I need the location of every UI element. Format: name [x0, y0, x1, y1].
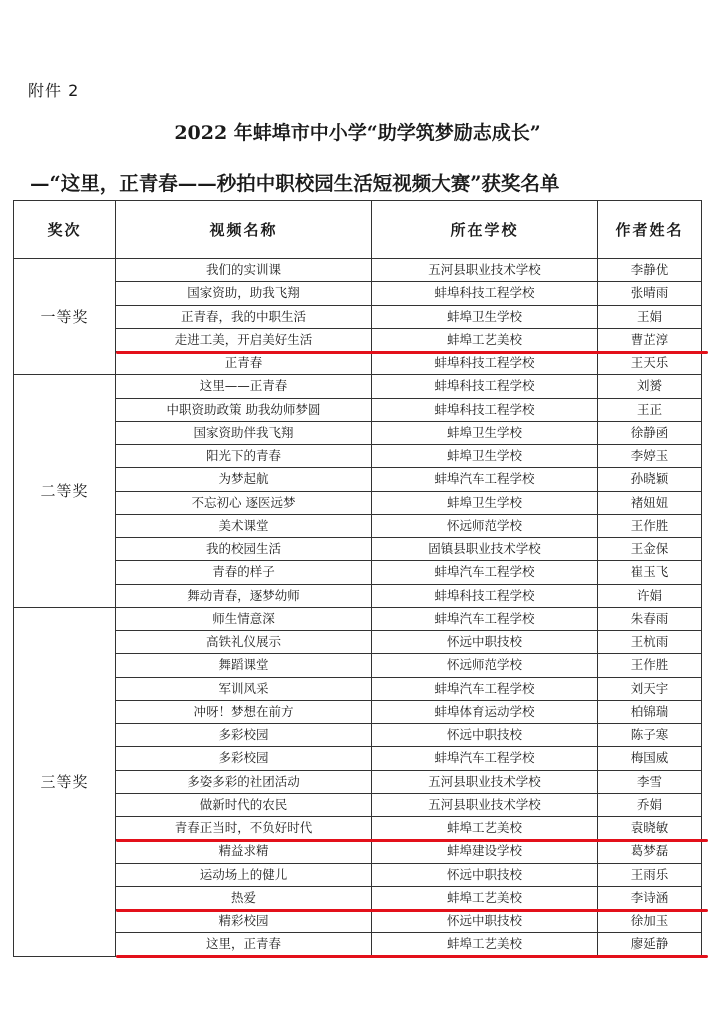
- video-name-cell: 青春的样子: [116, 561, 372, 584]
- header-award: 奖次: [14, 201, 116, 259]
- table-row: [14, 770, 702, 793]
- table-row: [14, 840, 702, 863]
- school-cell: 蚌埠卫生学校: [372, 305, 598, 328]
- video-name-cell: 做新时代的农民: [116, 793, 372, 816]
- table-row: [14, 468, 702, 491]
- author-cell: 王杭雨: [598, 631, 702, 654]
- table-row: [14, 654, 702, 677]
- author-cell: 葛梦磊: [598, 840, 702, 863]
- table-row: [14, 747, 702, 770]
- table-row: [14, 677, 702, 700]
- school-cell: 蚌埠工艺美校: [372, 886, 598, 909]
- video-name-cell: 这里，正青春: [116, 933, 372, 956]
- table-row: [14, 631, 702, 654]
- author-cell: 王金保: [598, 538, 702, 561]
- table-row: [14, 491, 702, 514]
- author-cell: 王作胜: [598, 654, 702, 677]
- header-row: [14, 201, 702, 259]
- author-cell: 褚妞妞: [598, 491, 702, 514]
- video-name-cell: 多彩校园: [116, 724, 372, 747]
- video-name-cell: 阳光下的青春: [116, 445, 372, 468]
- table-row: [14, 561, 702, 584]
- author-cell: 李诗涵: [598, 886, 702, 909]
- school-cell: 蚌埠汽车工程学校: [372, 607, 598, 630]
- school-cell: 怀远师范学校: [372, 654, 598, 677]
- table-row: [14, 700, 702, 723]
- video-name-cell: 高铁礼仪展示: [116, 631, 372, 654]
- school-cell: 固镇县职业技术学校: [372, 538, 598, 561]
- author-cell: 崔玉飞: [598, 561, 702, 584]
- school-cell: 蚌埠汽车工程学校: [372, 561, 598, 584]
- video-name-cell: 热爱: [116, 886, 372, 909]
- table-body: [14, 259, 702, 957]
- award-level-cell: 三等奖: [14, 607, 116, 956]
- author-cell: 王雨乐: [598, 863, 702, 886]
- table-row: [14, 724, 702, 747]
- header-author: 作者姓名: [598, 201, 702, 259]
- table-row: [14, 910, 702, 933]
- author-cell: 徐静函: [598, 421, 702, 444]
- table-row: [14, 375, 702, 398]
- school-cell: 蚌埠工艺美校: [372, 933, 598, 956]
- school-cell: 蚌埠建设学校: [372, 840, 598, 863]
- school-cell: 蚌埠卫生学校: [372, 445, 598, 468]
- author-cell: 乔娟: [598, 793, 702, 816]
- table-row: [14, 259, 702, 282]
- table-row: [14, 863, 702, 886]
- video-name-cell: 精益求精: [116, 840, 372, 863]
- author-cell: 袁晓敏: [598, 817, 702, 840]
- author-cell: 王作胜: [598, 514, 702, 537]
- table-header: [14, 201, 702, 259]
- school-cell: 蚌埠科技工程学校: [372, 282, 598, 305]
- school-cell: 蚌埠科技工程学校: [372, 352, 598, 375]
- table-row: [14, 398, 702, 421]
- author-cell: 徐加玉: [598, 910, 702, 933]
- document-subtitle: —“这里，正青春——秒拍中职校园生活短视频大赛”获奖名单: [30, 172, 560, 195]
- table-row: [14, 607, 702, 630]
- author-cell: 王娟: [598, 305, 702, 328]
- school-cell: 蚌埠工艺美校: [372, 328, 598, 351]
- table-row: [14, 793, 702, 816]
- author-cell: 朱春雨: [598, 607, 702, 630]
- video-name-cell: 走进工美，开启美好生活: [116, 328, 372, 351]
- school-cell: 蚌埠科技工程学校: [372, 375, 598, 398]
- video-name-cell: 多姿多彩的社团活动: [116, 770, 372, 793]
- table-row: [14, 421, 702, 444]
- video-name-cell: 冲呀！梦想在前方: [116, 700, 372, 723]
- school-cell: 五河县职业技术学校: [372, 770, 598, 793]
- video-name-cell: 我的校园生活: [116, 538, 372, 561]
- attachment-label: 附件 2: [28, 81, 80, 100]
- author-cell: 柏锦瑞: [598, 700, 702, 723]
- author-cell: 刘赟: [598, 375, 702, 398]
- video-name-cell: 美术课堂: [116, 514, 372, 537]
- video-name-cell: 正青春: [116, 352, 372, 375]
- table-row: [14, 886, 702, 909]
- author-cell: 曹芷淳: [598, 328, 702, 351]
- author-cell: 陈子寒: [598, 724, 702, 747]
- table-row: [14, 445, 702, 468]
- award-level-cell: 二等奖: [14, 375, 116, 608]
- red-underline: [116, 909, 709, 912]
- red-underline: [116, 955, 709, 958]
- table-row: [14, 817, 702, 840]
- school-cell: 怀远中职技校: [372, 863, 598, 886]
- author-cell: 李静优: [598, 259, 702, 282]
- school-cell: 怀远师范学校: [372, 514, 598, 537]
- header-video-name: 视频名称: [116, 201, 372, 259]
- video-name-cell: 多彩校园: [116, 747, 372, 770]
- red-underline: [116, 839, 709, 842]
- red-underline: [116, 351, 709, 354]
- video-name-cell: 国家资助，助我飞翔: [116, 282, 372, 305]
- school-cell: 蚌埠汽车工程学校: [372, 468, 598, 491]
- author-cell: 王天乐: [598, 352, 702, 375]
- school-cell: 蚌埠汽车工程学校: [372, 747, 598, 770]
- table-row: [14, 305, 702, 328]
- author-cell: 李婷玉: [598, 445, 702, 468]
- author-cell: 孙晓颖: [598, 468, 702, 491]
- author-cell: 刘天宇: [598, 677, 702, 700]
- video-name-cell: 正青春，我的中职生活: [116, 305, 372, 328]
- video-name-cell: 师生情意深: [116, 607, 372, 630]
- school-cell: 蚌埠汽车工程学校: [372, 677, 598, 700]
- award-level-cell: 一等奖: [14, 259, 116, 375]
- video-name-cell: 运动场上的健儿: [116, 863, 372, 886]
- author-cell: 王正: [598, 398, 702, 421]
- video-name-cell: 这里——正青春: [116, 375, 372, 398]
- video-name-cell: 舞动青春，逐梦幼师: [116, 584, 372, 607]
- video-name-cell: 国家资助伴我飞翔: [116, 421, 372, 444]
- school-cell: 怀远中职技校: [372, 631, 598, 654]
- table-row: [14, 328, 702, 351]
- award-list-table: [13, 200, 702, 957]
- author-cell: 许娟: [598, 584, 702, 607]
- school-cell: 五河县职业技术学校: [372, 259, 598, 282]
- header-school: 所在学校: [372, 201, 598, 259]
- school-cell: 蚌埠卫生学校: [372, 421, 598, 444]
- school-cell: 蚌埠科技工程学校: [372, 398, 598, 421]
- video-name-cell: 军训风采: [116, 677, 372, 700]
- video-name-cell: 青春正当时，不负好时代: [116, 817, 372, 840]
- table-row: [14, 514, 702, 537]
- author-cell: 张晴雨: [598, 282, 702, 305]
- video-name-cell: 我们的实训课: [116, 259, 372, 282]
- document-title: 2022 年蚌埠市中小学“助学筑梦励志成长”: [174, 122, 541, 144]
- video-name-cell: 精彩校园: [116, 910, 372, 933]
- video-name-cell: 中职资助政策 助我幼师梦圆: [116, 398, 372, 421]
- school-cell: 蚌埠体育运动学校: [372, 700, 598, 723]
- table-row: [14, 933, 702, 956]
- school-cell: 蚌埠科技工程学校: [372, 584, 598, 607]
- school-cell: 蚌埠工艺美校: [372, 817, 598, 840]
- table-row: [14, 282, 702, 305]
- author-cell: 梅国威: [598, 747, 702, 770]
- table-row: [14, 584, 702, 607]
- video-name-cell: 舞蹈课堂: [116, 654, 372, 677]
- video-name-cell: 为梦起航: [116, 468, 372, 491]
- school-cell: 怀远中职技校: [372, 910, 598, 933]
- author-cell: 廖延静: [598, 933, 702, 956]
- table-row: [14, 538, 702, 561]
- author-cell: 李雪: [598, 770, 702, 793]
- school-cell: 五河县职业技术学校: [372, 793, 598, 816]
- table-row: [14, 352, 702, 375]
- school-cell: 怀远中职技校: [372, 724, 598, 747]
- school-cell: 蚌埠卫生学校: [372, 491, 598, 514]
- video-name-cell: 不忘初心 逐医远梦: [116, 491, 372, 514]
